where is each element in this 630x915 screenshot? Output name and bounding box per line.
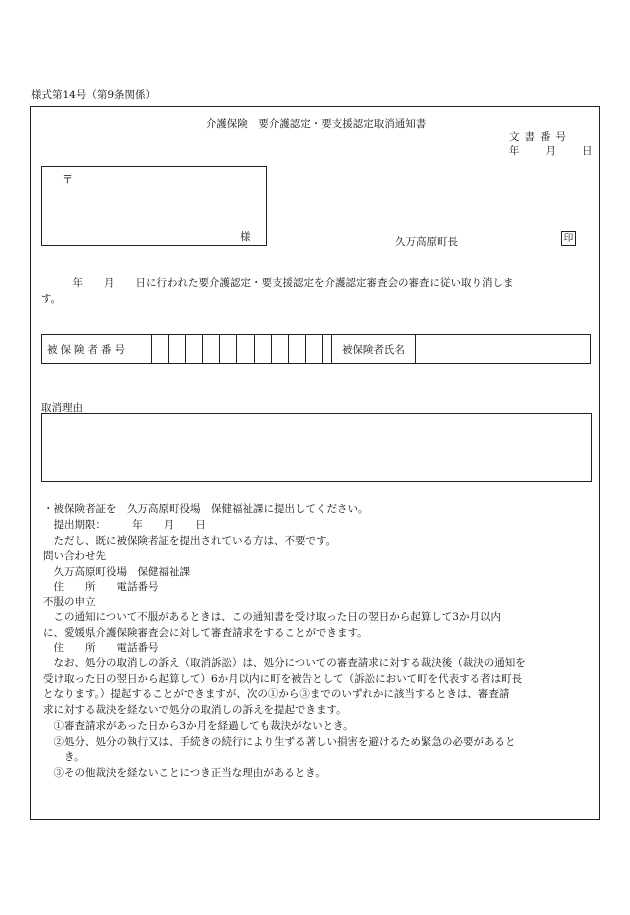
insured-number-cell[interactable] bbox=[152, 335, 169, 363]
date-year-label: 年 bbox=[509, 145, 520, 157]
insured-number-cell[interactable] bbox=[186, 335, 203, 363]
insured-number-cell[interactable] bbox=[220, 335, 237, 363]
note-line: 久万高原町役場 保健福祉課 bbox=[43, 566, 190, 578]
note-line: 提出期限： 年 月 日 bbox=[43, 519, 206, 531]
insured-name-field[interactable] bbox=[416, 335, 590, 363]
postal-mark: 〒 bbox=[62, 173, 73, 186]
note-line: この通知について不服があるときは、この通知書を受け取った日の翌日から起算して3か月以内 bbox=[43, 611, 501, 623]
intro-text-line1: 年 月 日に行われた要介護認定・要支援認定を介護認定審査会の審査に従い取り消しま bbox=[41, 277, 514, 289]
note-line: なお、処分の取消しの訴え（取消訴訟）は、処分についての審査請求に対する裁決後（裁決の通知を bbox=[43, 657, 526, 669]
insured-number-cell[interactable] bbox=[289, 335, 306, 363]
insured-name-label: 被保険者氏名 bbox=[332, 335, 416, 363]
date-day-label: 日 bbox=[582, 145, 593, 157]
note-line: 問い合わせ先 bbox=[43, 550, 106, 562]
issuer-name: 久万高原町長 bbox=[395, 236, 458, 248]
note-line: 住 所 電話番号 bbox=[43, 642, 159, 654]
cancel-reason-field[interactable] bbox=[41, 413, 592, 482]
cancel-reason-label: 取消理由 bbox=[41, 402, 83, 414]
insured-number-cell[interactable] bbox=[306, 335, 323, 363]
document-date bbox=[509, 143, 593, 158]
note-line: ②処分、処分の執行又は、手続きの続行により生ずる著しい損害を避けるため緊急の必要があると bbox=[43, 736, 516, 748]
document-number-label: 文書番号 bbox=[509, 131, 571, 143]
address-box bbox=[41, 166, 267, 246]
note-line: 求に対する裁決を経ないで処分の取消しの訴えを提起できます。 bbox=[43, 704, 347, 716]
intro-text-line2: す。 bbox=[41, 293, 62, 305]
document-title: 介護保険 要介護認定・要支援認定取消通知書 bbox=[205, 118, 427, 130]
honorific-sama: 様 bbox=[240, 231, 251, 243]
note-line: 不服の申立 bbox=[43, 596, 96, 608]
insured-number-cell[interactable] bbox=[272, 335, 289, 363]
note-line: 住 所 電話番号 bbox=[43, 581, 159, 593]
notice-frame bbox=[30, 106, 600, 820]
seal-stamp: 印 bbox=[561, 231, 576, 246]
note-line: き。 bbox=[43, 751, 85, 763]
note-line: ・被保険者証を 久万高原町役場 保健福祉課に提出してください。 bbox=[43, 503, 369, 515]
note-line: ③その他裁決を経ないことにつき正当な理由があるとき。 bbox=[43, 767, 326, 779]
insured-number-cell[interactable] bbox=[255, 335, 272, 363]
insured-table bbox=[41, 334, 591, 364]
note-line: ただし、既に被保険者証を提出されている方は、不要です。 bbox=[43, 535, 337, 547]
date-month-label: 月 bbox=[545, 145, 556, 157]
note-line: ①審査請求があった日から3か月を経過しても裁決がないとき。 bbox=[43, 720, 354, 732]
insured-number-cell[interactable] bbox=[203, 335, 220, 363]
form-id: 様式第14号（第9条関係） bbox=[31, 89, 157, 101]
insured-number-cell[interactable] bbox=[237, 335, 254, 363]
insured-number-spacer bbox=[323, 335, 332, 363]
note-line: に、愛媛県介護保険審査会に対して審査請求をすることができます。 bbox=[43, 627, 368, 639]
note-line: となります。）提起することができますが、次の①から③までのいずれかに該当するときは、審査請 bbox=[43, 688, 510, 700]
insured-number-cell[interactable] bbox=[169, 335, 186, 363]
note-line: 受け取った日の翌日から起算して）6か月以内に町を被告として（訴訟において町を代表する者は町長 bbox=[43, 673, 523, 685]
insured-number-label: 被保険者番号 bbox=[42, 335, 152, 363]
